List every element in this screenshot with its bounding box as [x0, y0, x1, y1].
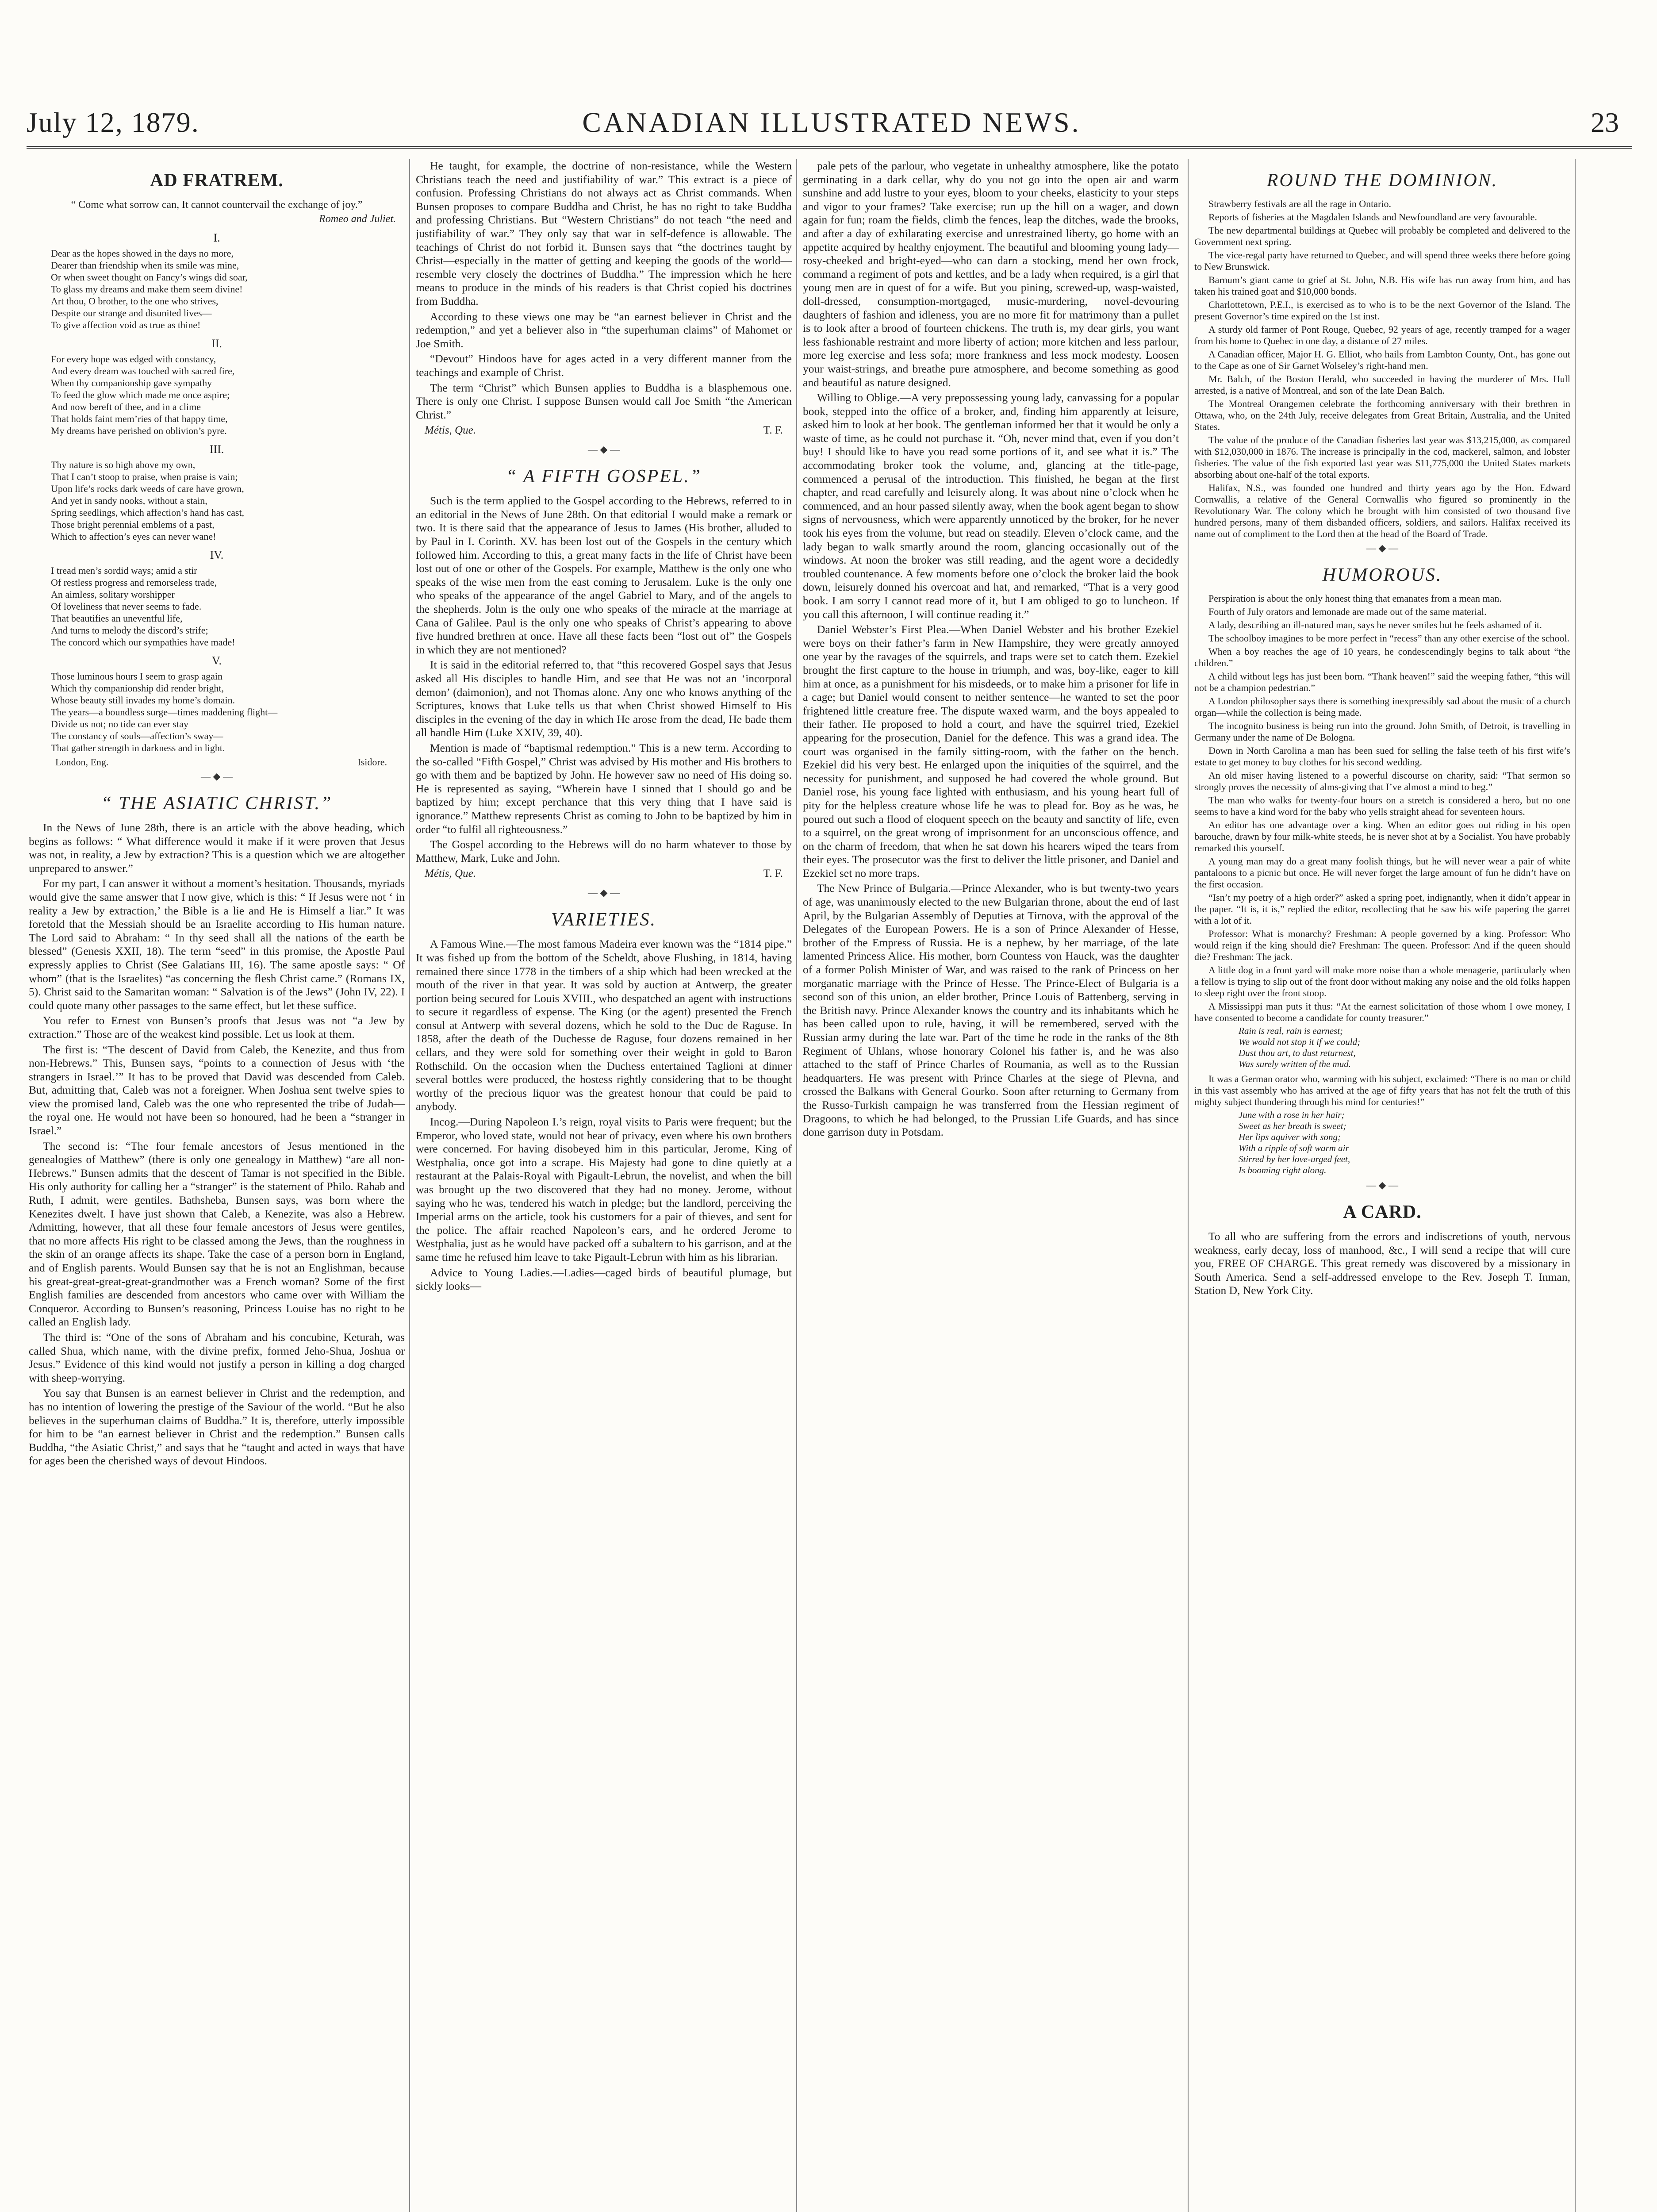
article-title: “ THE ASIATIC CHRIST.” [101, 793, 333, 814]
poem-title: AD FRATREM. [150, 170, 284, 191]
paragraph: It is said in the editorial referred to, that “this recovered Gospel says that Jesus asked all His disciples to handle Him, and see that He was not an ‘incorporal demon’ (daimonion), and not Thomas alone. Any one who knows anything of the Scriptures, knows that Luke tells us that when Christ showed Himself to His disciples in the evening of the day in which He arose from the dead, He bade them all handle Him (Luke XXIV, 39, 40). [416, 658, 792, 739]
stanza-number: IV. [210, 549, 224, 561]
paragraph: The term “Christ” which Bunsen applies to Buddha is a blasphemous one. There is only one Christ. I suppose Bunsen would call Joe Smith “the American Christ.” [416, 381, 792, 421]
column-2 [416, 159, 792, 2212]
epigraph-source: Romeo and Juliet. [319, 213, 396, 225]
paragraph: A little dog in a front yard will make more noise than a whole menagerie, particularly when a fellow is trying to slip out of the front door without making any noise and the old folks happen to sleep right over the front stoop. [1194, 964, 1570, 998]
article-signature [416, 423, 792, 441]
paragraph: An editor has one advantage over a king. When an editor goes out riding in his open barouche, drawn by four milk-white steeds, he is never shot at by a Socialist. You have probably remarked this yourself. [1194, 819, 1570, 853]
stanza-text: Those luminous hours I seem to grasp again Which thy companionship did render bright, Whose beauty still invades my home’s domain. The years—a boundless surge—times maddening flight— Divide us not; no tide can ever stay The constancy of souls—affection’s sway— That gather strength in darkness and in light. [51, 671, 278, 753]
paragraph: The second is: “The four female ancestors of Jesus mentioned in the genealogies of Matthew” (there is only one genealogy in Matthew) “are all non-Hebrews.” Bunsen admits that the descent of Tamar is not specified in the Bible. His only authority for calling her a “stranger” is the statement of Philo. Rahab and Ruth, I admit, were gentiles. Bathsheba, Bunsen says, was born where the Kenezites dwelt. I have just shown that Caleb, a Kenezite, was also a Hebrew. Admitting, however, that all these four female ancestors of Jesus were gentiles, that no more affects His right to be classed among the Jews, than the roughness in the skin of an orange affects its shape. Take the case of a person born in England, and of English parents. Would Bunsen say that he is not an Englishman, because his great-great-great-great-grandmother was a French woman? Some of the first English families are descended from ancestors who came over with William the Conqueror. According to Bunsen’s reasoning, Princess Louise has no right to be called an English lady. [29, 1139, 405, 1329]
paragraph: A young man may do a great many foolish things, but he will never wear a pair of white pantaloons to a picnic but once. He will never forget the large amount of fun he didn’t have on the first occasion. [1194, 856, 1570, 890]
poem-place: London, Eng. [55, 757, 109, 768]
article-body [29, 821, 405, 1468]
paragraph: Reports of fisheries at the Magdalen Islands and Newfoundland are very favourable. [1208, 211, 1537, 223]
advertisement-text: To all who are suffering from the errors and indiscretions of youth, nervous weakness, early decay, loss of manhood, &c., I will send a recipe that will cure you, FREE OF CHARGE. This great remedy was discovered by a missionary in South America. Send a self-addressed envelope to the Rev. Joseph T. Inman, Station D, New York City. [1194, 1230, 1570, 1297]
paragraph: In the News of June 28th, there is an article with the above heading, which begins as follows: “ What difference would it make if it were proven that Jesus was not, in reality, a Jew by extraction? This is a question which we are altogether unprepared to answer.” [29, 821, 405, 875]
paragraph: A Canadian officer, Major H. G. Elliot, who hails from Lambton County, Ont., has gone out to the Cape as one of Sir Garnet Wolseley’s right-hand men. [1194, 349, 1570, 371]
article-signature [416, 867, 792, 884]
paragraph: Perspiration is about the only honest thing that emanates from a mean man. [1208, 593, 1502, 604]
paragraph: Barnum’s giant came to grief at St. John, N.B. His wife has run away from him, and has taken his trained goat and $10,000 bonds. [1194, 274, 1570, 297]
paragraph: A London philosopher says there is something inexpressibly sad about the music of a church organ—while the collection is being made. [1194, 695, 1570, 718]
paragraph: A lady, describing an ill-natured man, says he never smiles but he feels ashamed of it. [1208, 619, 1542, 630]
poem-author: Isidore. [357, 757, 387, 768]
section-title: A CARD. [1343, 1202, 1422, 1222]
paragraph: Charlottetown, P.E.I., is exercised as to who is to be the next Governor of the Island. The present Governor’s time expired on the 1st inst. [1194, 299, 1570, 322]
signature-place: Métis, Que. [425, 424, 476, 437]
column-divider [409, 159, 410, 2212]
column-divider [796, 159, 797, 2212]
column-1 [29, 159, 405, 2212]
divider-ornament: — ◆ — [588, 887, 620, 899]
paragraph: Down in North Carolina a man has been sued for selling the false teeth of his first wife’s estate to get money to buy clothes for his second wedding. [1194, 745, 1570, 768]
signature-place: Métis, Que. [425, 868, 476, 880]
section-body [1194, 198, 1570, 540]
section-title: VARIETIES. [551, 910, 656, 930]
paragraph: A Famous Wine.—The most famous Madeira ever known was the “1814 pipe.” It was fished up from the bottom of the Scheldt, above Flushing, in 1814, having remained there since 1778 in the timbers of a ship which had been wrecked at the mouth of the river in that year. It was sold by auction at Antwerp, the greater portion being secured for Louis XVIII., who despatched an agent with instructions to secure it regardless of expense. The King (or the agent) presented the French consul at Antwerp with several dozens, which he sold to the Duc de Raguse. In 1858, after the death of the Duchesse de Raguse, four dozens remained in her cellars, and they were sold for something over their weight in gold to Baron Rothschild. On the occasion when the Duchess entertained Taglioni at dinner several bottles were produced, the hostess rightly considering that to be thought worthy of the precious liquor was the greatest honour that could be paid to anybody. [416, 937, 792, 1113]
paragraph: The Gospel according to the Hebrews will do no harm whatever to those by Matthew, Mark, Luke and John. [416, 838, 792, 864]
issue-date: July 12, 1879. [27, 107, 199, 138]
signature-initials: T. F. [763, 424, 783, 437]
paragraph: You say that Bunsen is an earnest believer in Christ and the redemption, and has no intention of lowering the prestige of the Saviour of the world. “But he also believes in the superhuman claims of Buddha.” It is, therefore, utterly impossible for him to be “an earnest believer in Christ and the redemption.” Bunsen calls Buddha, “the Asiatic Christ,” and says that he “taught and acted in ways that have for ages been the cherished ways of devout Hindoos. [29, 1386, 405, 1467]
masthead [27, 106, 1637, 142]
section-body [803, 159, 1179, 1139]
paragraph: The New Prince of Bulgaria.—Prince Alexander, who is but twenty-two years of age, was unanimously elected to the new Bulgarian throne, about the end of last April, by the Bulgarian Assembly of Deputies at Tirnova, with the approval of the Delegates of the European Powers. He is a son of Prince Alexander of Hesse, brother of the Empress of Russia. He is a nephew, by her marriage, of the late lamented Princess Alice. His mother, born Countess von Hauck, was the daughter of a former Polish Minister of War, and was raised to the rank of Princess on her morganatic marriage with the Prince of Hesse. The Prince-Elect of Bulgaria is a second son of this union, an elder brother, Prince Louis of Battenberg, serving in the British navy. Prince Alexander knows the country and its inhabitants which he has been called upon to rule, having, it will be remembered, served with the Russian army during the late war. Part of the time he rode in the ranks of the 8th Regiment of Uhlans, whose honorary Colonel his father is, and he was also attached to the staff of Prince Charles of Roumania, as well as to the Russian headquarters. He was present with Prince Charles at the siege of Plevna, and crossed the Balkans with General Gourko. Soon after returning to Germany from the Russo-Turkish campaign he was transferred from the Hessian regiment of Dragoons, to which he had belonged, to the Prussian Life Guards, and has since done garrison duty in Potsdam. [803, 882, 1179, 1139]
section-body [1194, 593, 1570, 1024]
paragraph: The incognito business is being run into the ground. John Smith, of Detroit, is travelling in Germany under the name of De Bologna. [1194, 720, 1570, 743]
paragraph: Mr. Balch, of the Boston Herald, who succeeded in having the murderer of Mrs. Hull arrested, is a native of Montreal, and son of the late Dean Balch. [1194, 373, 1570, 396]
paragraph: When a boy reaches the age of 10 years, he condescendingly begins to talk about “the children.” [1194, 646, 1570, 668]
paragraph: The man who walks for twenty-four hours on a stretch is considered a hero, but no one seems to have a kind word for the baby who yells straight ahead for seventeen hours. [1194, 795, 1570, 817]
paragraph: The third is: “One of the sons of Abraham and his concubine, Keturah, was called Shua, which name, with the divine prefix, formed Jeho-Shua, Joshua or Jesus.” Evidence of this kind would not justify a person in killing a dog charged with sheep-worrying. [29, 1330, 405, 1384]
section-title: HUMOROUS. [1322, 565, 1442, 585]
divider-ornament: — ◆ — [1366, 1179, 1398, 1190]
paragraph: The vice-regal party have returned to Quebec, and will spend three weeks there before going to New Brunswick. [1194, 250, 1570, 272]
stanza-text: Thy nature is so high above my own, That I can’t stoop to praise, when praise is vain; Upon life’s rocks dark weeds of care have grown, And yet in sandy nooks, without a stain, Spring seedlings, which affection’s hand has cast, Those bright perennial emblems of a past, Which to affection’s eyes can never wane! [51, 459, 245, 542]
paragraph: For my part, I can answer it without a moment’s hesitation. Thousands, myriads would give the same answer that I now give, which is this: “ If Jesus were not ‘ in reality a Jew by extraction,’ the Bible is a lie and He is Himself a liar.” It was foretold that the Messiah should be an Israelite according to His human nature. The Lord said to Abraham: “ In thy seed shall all the nations of the earth be blessed” (Genesis XXII, 18). The term “seed” in this promise, the Apostle Paul expressly applies to Christ (See Galatians III, 16). The same apostle says: “ Of whom” (that is the Israelites) “as concerning the flesh Christ came.” (Romans IX, 5). Christ said to the Samaritan woman: “ Salvation is of the Jews” (John IV, 22). I could quote many other passages to the same effect, but let these suffice. [29, 877, 405, 1012]
section-title: ROUND THE DOMINION. [1266, 170, 1498, 191]
poem-stanzas [29, 231, 405, 754]
paragraph: He taught, for example, the doctrine of non-resistance, while the Western Christians teach the need and justifiability of war.” This extract is a piece of confusion. Professing Christians do not always act as Christ commands. When Bunsen proposes to compare Buddha and Christ, he has no right to take Buddha and professing Christians. But “Western Christians” do not teach “the need and justifiability of war.” They only say that war in self-defence is allowable. The teachings of Christ do not forbid it. Bunsen says that “the doctrines taught by Christ—especially in the matter of getting and keeping the goods of the world—resemble very closely the doctrines of Buddha.” The impression which he here means to produce in the minds of his readers is that Christ copied his doctrines from Buddha. [416, 159, 792, 307]
column-divider [1575, 159, 1576, 2212]
paragraph: According to these views one may be “an earnest believer in Christ and the redemption,” and yet a believer also in “the superhuman claims” of Mahomet or Joe Smith. [416, 310, 792, 350]
paragraph: The first is: “The descent of David from Caleb, the Kenezite, and thus from non-Hebrews.” This, Bunsen says, “points to a connection of Jesus with ‘the strangers in Israel.’” It has to be proved that David was descended from Caleb. But, admitting that, Caleb was not a foreigner. When Joshua sent twelve spies to view the promised land, Caleb was the one who represented the tribe of Judah—the royal one. He would not have been so honoured, had he been a “stranger in Israel.” [29, 1043, 405, 1137]
stanza-number: II. [211, 337, 222, 350]
paragraph: The new departmental buildings at Quebec will probably be completed and delivered to the Government next spring. [1194, 225, 1570, 247]
paragraph: Daniel Webster’s First Plea.—When Daniel Webster and his brother Ezekiel were boys on their father’s farm in New Hampshire, they were greatly annoyed one year by the ravages of the squirrels, and traps were set to catch them. Ezekiel brought the first capture to the house in triumph, and was, boy-like, eager to kill him at once, as a punishment for his misdeeds, or to make him a prisoner for life in a cage; but Daniel would consent to neither sentence—he wanted to set the poor frightened little creature free. The dispute waxed warm, and the boys appealed to their father. He proposed to hold a court, and have the squirrel tried, Ezekiel appearing for the prosecution, Daniel for the defence. This was a grand idea. The court was organised in the family sitting-room, with the father on the bench. Ezekiel did his very best. He enlarged upon the iniquities of the squirrel, and the necessity for punishment, and supposed he had covered the whole ground. But Daniel rose, his young face lighted with enthusiasm, and his young heart full of pity for the helpless creature whose life he was to plead for. Boy as he was, he poured out such a flood of eloquent speech on the beauty and sanctity of life, even to a squirrel, on the great wrong of imprisonment for an unconscious offence, and on the charm of freedom, that when he sat down his hearers wiped the tears from their eyes. The prosecutor was the first to deliver the little prisoner, and Daniel and Ezekiel set no more traps. [803, 623, 1179, 879]
paragraph: Halifax, N.S., was founded one hundred and thirty years ago by the Hon. Edward Cornwallis, a relative of the General Cornwallis who figured so prominently in the Revolutionary War. The colony which he brought with him consisted of two thousand five hundred persons, many of them disbanded officers, soldiers, and sailors. Halifax received its name out of compliment to the Lord then at the head of the Board of Trade. [1194, 482, 1570, 539]
paragraph: pale pets of the parlour, who vegetate in unhealthy atmosphere, like the potato germinating in a dark cellar, why do you not go into the open air and warm sunshine and add lustre to your eyes, bloom to your cheeks, elasticity to your steps and vigor to your frames? Take exercise; run up the hill on a wager, and down again for fun; roam the fields, climb the fences, leap the ditches, wade the brooks, and after a day of exhilarating exercise and unrestrained liberty, go home with an appetite acquired by healthy enjoyment. The beautiful and blooming young lady—rosy-cheeked and bright-eyed—who can darn a stocking, mend her own frock, command a regiment of pots and kettles, and be a lady when required, is a girl that young men are in quest of for a wife. But you pining, screwed-up, wasp-waisted, doll-dressed, consumption-mortgaged, music-murdering, novel-devouring daughters of fashion and idleness, you are no more fit for matrimony than a pullet is to look after a brood of fourteen chickens. The truth is, my dear girls, you want less fashionable restraint and more liberty of action; more kitchen and less parlour, more leg exercise and less sofa; more frankness and less mock modesty. Loosen your waist-strings, and breathe pure atmosphere, and become something as good and beautiful as nature designed. [803, 159, 1179, 389]
paragraph: Strawberry festivals are all the rage in Ontario. [1208, 198, 1391, 209]
poem-signature [29, 754, 405, 768]
paragraph: Willing to Oblige.—A very prepossessing young lady, canvassing for a popular book, stepped into the office of a broker, and, finding him apparently at leisure, asked him to look at her book. The gentleman informed her that it would be only a waste of time, as he could not purchase it. “Oh, never mind that, even if you don’t buy! I should like to have you read some portions of it, and see what it is.” The accommodating broker took the volume, and, glancing at the title-page, commenced a perusal of the introduction. This finished, he began at the first chapter, and read carefully and leisurely along. It was about nine o’clock when he commenced, and an hour passed silently away, when the book agent began to show signs of nervousness, which were apparently unnoticed by the broker, for he never took his eyes from the volume, but read on steadily. Eleven o’clock came, and the lady began to walk smartly around the room, glancing occasionally out of the windows. At noon the broker was still reading, and the agent wore a decidedly troubled countenance. A few moments before one o’clock the broker laid the book down, leisurely donned his overcoat and hat, and remarked, “That is a very good book. I am sorry I cannot read more of it, but I am obliged to go to luncheon. If you call this afternoon, I will continue reading it.” [803, 391, 1179, 621]
column-4 [1194, 159, 1570, 2212]
verse: Rain is real, rain is earnest; We would not stop it if we could; Dust thou art, to dust returnest, Was surely written of the mud. [1239, 1025, 1361, 1069]
paragraph: The value of the produce of the Canadian fisheries last year was $13,215,000, as compared with $12,030,000 in 1876. The increase is principally in the cod, mackerel, salmon, and lobster fisheries. The value of the fish exported last year was $11,775,000 the United States markets absorbing about one-half of the total exports. [1194, 434, 1570, 480]
paragraph: Advice to Young Ladies.—Ladies—caged birds of beautiful plumage, but sickly looks— [416, 1266, 792, 1293]
paragraph: You refer to Ernest von Bunsen’s proofs that Jesus was not “a Jew by extraction.” Those are of the weakest kind possible. Let us look at them. [29, 1014, 405, 1041]
verse: June with a rose in her hair; Sweet as her breath is sweet; Her lips aquiver with song; With a ripple of soft warm air Stirred by her love-urged feet, Is booming right along. [1239, 1110, 1350, 1175]
stanza-number: V. [212, 654, 222, 667]
newspaper-title: CANADIAN ILLUSTRATED NEWS. [582, 107, 1081, 138]
stanza-number: III. [209, 443, 224, 456]
stanza-text: For every hope was edged with constancy, And every dream was touched with sacred fire, When thy companionship gave sympathy To feed the glow which made me once aspire; And now bereft of thee, and in a clime That holds faint mem’ries of that happy time, My dreams have perished on oblivion’s pyre. [51, 353, 235, 436]
column-3 [803, 159, 1179, 2212]
paragraph: Mention is made of “baptismal redemption.” This is a new term. According to the so-called “Fifth Gospel,” Christ was advised by His mother and His brothers to go with them and be baptized by John. He however saw no need of His doing so. He is represented as saying, “Wherein have I sinned that I should go and be baptized by him; except perchance that this very thing that I have said is ignorance.” Matthew represents Christ as coming to John to be baptized by him in order “to fulfil all righteousness.” [416, 741, 792, 836]
paragraph: A sturdy old farmer of Pont Rouge, Quebec, 92 years of age, recently tramped for a wager from his home to Quebec in one day, a distance of 27 miles. [1194, 324, 1570, 346]
divider-ornament: — ◆ — [1366, 542, 1398, 553]
divider-ornament: — ◆ — [588, 444, 620, 455]
page-number: 23 [1591, 107, 1619, 138]
paragraph: It was a German orator who, warming with his subject, exclaimed: “There is no man or child in this vast assembly who has arrived at the age of fifty years that has not felt the truth of this mighty subject thundering through his mind for centuries!” [1194, 1073, 1570, 1107]
stanza-number: I. [213, 231, 220, 244]
poem-epigraph: “ Come what sorrow can, It cannot countervail the exchange of joy.” [71, 199, 363, 211]
article-continuation [416, 159, 792, 422]
paragraph: The schoolboy imagines to be more perfect in “recess” than any other exercise of the school. [1208, 633, 1570, 644]
paragraph: Professor: What is monarchy? Freshman: A people governed by a king. Professor: Who would reign if the king should die? Freshman: The queen. Professor: And if the queen should die? Freshman: The jack. [1194, 928, 1570, 962]
signature-initials: T. F. [763, 868, 783, 880]
paragraph: A child without legs has just been born. “Thank heaven!” said the weeping father, “this will not be a champion pedestrian.” [1194, 671, 1570, 693]
article-title: “ A FIFTH GOSPEL.” [506, 466, 702, 487]
paragraph: An old miser having listened to a powerful discourse on charity, said: “That sermon so strongly proves the necessity of alms-giving that I’ve almost a mind to beg.” [1194, 770, 1570, 792]
paragraph: Such is the term applied to the Gospel according to the Hebrews, referred to in an editorial in the News of June 28th. On that editorial I would make a remark or two. It is there said that the appearance of Jesus to James (His brother, alluded to by Paul in I. Corinth. XV. has been lost out of the Gospels in the century which followed him. According to this, a great many facts in the life of Christ have been lost out of one or other of the Gospels. For example, Matthew is the only one who speaks of the wise men from the east coming to Jerusalem. Luke is the only one who speaks of the appearance of the angel Gabriel to Mary, and of the angels to the shepherds. John is the only one who speaks of the miracle at the marriage at Cana of Galilee. Paul is the only one who speaks of Christ’s appearing to above five hundred brethren at once. Have all these facts been “lost out of” the Gospels in which they are not mentioned? [416, 494, 792, 656]
paragraph: Fourth of July orators and lemonade are made out of the same material. [1208, 606, 1487, 617]
divider-ornament: — ◆ — [201, 771, 233, 782]
stanza-text: I tread men’s sordid ways; amid a stir Of restless progress and remorseless trade, An aimless, solitary worshipper Of loveliness that never seems to fade. That beautifies an uneventful life, And turns to melody the discord’s strife; The concord which our sympathies have made! [51, 565, 235, 648]
paragraph: “Devout” Hindoos have for ages acted in a very different manner from the teachings and example of Christ. [416, 352, 792, 379]
column-divider [1188, 159, 1189, 2212]
paragraph: Incog.—During Napoleon I.’s reign, royal visits to Paris were frequent; but the Emperor, who loved state, would not hear of privacy, even where his own brothers were concerned. For having disobeyed him in this particular, Jerome, King of Westphalia, once got into a scrape. His Majesty had gone to dine quietly at a restaurant at the Palais-Royal with Pigault-Lebrun, the novelist, and when the bill was brought up the two discovered that they had no money. Jerome, without saying who he was, tendered his watch in pledge; but the landlord, perceiving the Imperial arms on the article, took his customers for a pair of thieves, and sent for the police. The affair reached Napoleon’s ears, and he ordered Jerome to Westphalia, just as he would have packed off a subaltern to his garrison, and at the same time he refused him leave to take Pigault-Lebrun with him as his librarian. [416, 1115, 792, 1263]
stanza-text: Dear as the hopes showed in the days no more, Dearer than friendship when its smile was mine, Or when sweet thought on Fancy’s wings did soar, To glass my dreams and make them seem divine! Art thou, O brother, to the one who strives, Despite our strange and disunited lives— To give affection void as true as thine! [51, 248, 248, 330]
paragraph: A Mississippi man puts it thus: “At the earnest solicitation of those whom I owe money, I have consented to become a candidate for county treasurer.” [1194, 1001, 1570, 1023]
section-body [416, 937, 792, 1293]
paragraph: The Montreal Orangemen celebrate the forthcoming anniversary with their brethren in Ottawa, who, on the 24th July, receive delegates from Great Britain, Australia, and the United States. [1194, 398, 1570, 432]
header-rule [27, 146, 1632, 149]
article-body [416, 494, 792, 865]
paragraph: “Isn’t my poetry of a high order?” asked a spring poet, indignantly, when it didn’t appear in the paper. “It is, it is,” replied the editor, recollecting that he saw his wife papering the garret with a lot of it. [1194, 892, 1570, 926]
